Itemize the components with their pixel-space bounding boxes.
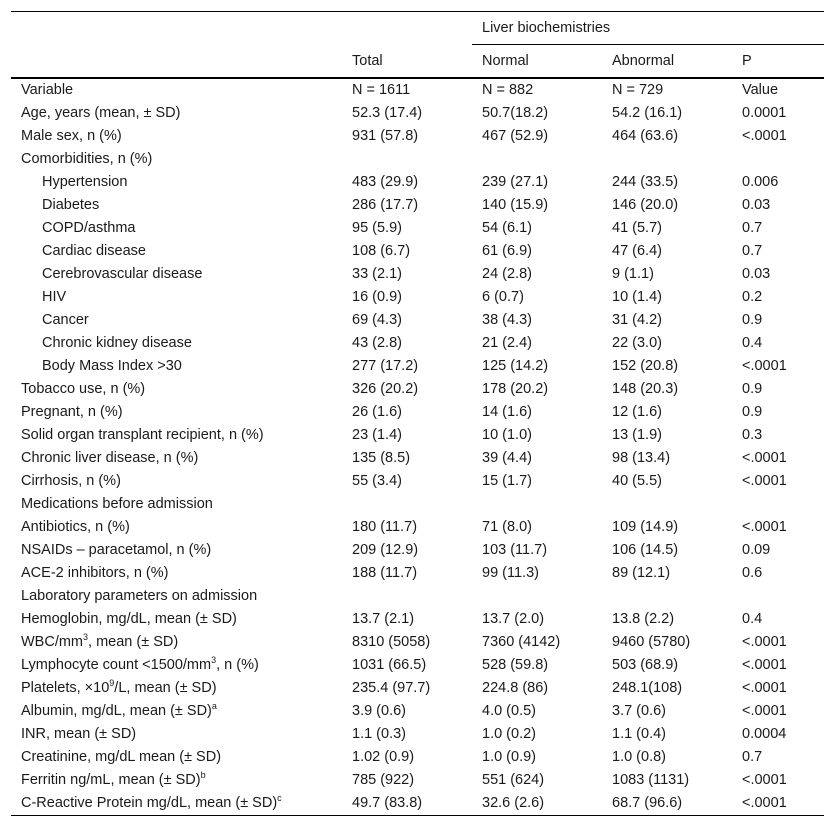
row-label — [11, 769, 342, 792]
table-row — [11, 125, 824, 148]
cell-normal: 99 (11.3) — [482, 565, 539, 581]
cell-p: 0.6 — [742, 565, 763, 581]
cell-p: <.0001 — [732, 792, 824, 816]
row-label: Body Mass Index >30 — [42, 358, 182, 374]
row-label: Cancer — [42, 312, 89, 328]
row-label: Age, years (mean, ± SD) — [21, 105, 181, 121]
table-row — [11, 447, 824, 470]
cell-total: 1031 (66.5) — [352, 657, 427, 673]
cell-p: <.0001 — [742, 358, 787, 374]
cell-abnormal: 109 (14.9) — [612, 519, 679, 535]
cell-normal: 551 (624) — [482, 772, 545, 788]
label-text: Lymphocyte count <1500/mm — [21, 657, 212, 673]
label-text: WBC/mm — [21, 634, 84, 650]
table-row — [11, 585, 824, 608]
label-superscript: a — [211, 701, 217, 711]
row-label — [11, 700, 342, 723]
table-row — [11, 700, 824, 723]
cell-normal: 50.7(18.2) — [482, 105, 549, 121]
cell-total — [342, 148, 472, 171]
cell-p: <.0001 — [742, 450, 787, 466]
row-label: Chronic kidney disease — [42, 335, 192, 351]
cell-p — [732, 148, 824, 171]
cell-p: <.0001 — [742, 703, 787, 719]
table-row — [11, 424, 824, 447]
cell-normal: 125 (14.2) — [482, 358, 549, 374]
row-label: ACE-2 inhibitors, n (%) — [21, 565, 169, 581]
cell-normal: 38 (4.3) — [482, 312, 532, 328]
cell-abnormal: 13 (1.9) — [612, 427, 662, 443]
cell-normal: 13.7 (2.0) — [482, 611, 545, 627]
cell-total: 13.7 (2.1) — [352, 611, 415, 627]
cell-total: 235.4 (97.7) — [352, 680, 431, 696]
cell-total: 931 (57.8) — [352, 128, 419, 144]
table-row — [11, 769, 824, 792]
row-label: Antibiotics, n (%) — [21, 519, 130, 535]
label-superscript: 3 — [211, 655, 217, 665]
cell-p: 0.0001 — [742, 105, 787, 121]
table-row — [11, 401, 824, 424]
cell-normal: 39 (4.4) — [482, 450, 532, 466]
cell-total: 785 (922) — [352, 772, 415, 788]
cell-normal: 103 (11.7) — [482, 542, 548, 558]
row-label: Laboratory parameters on admission — [21, 588, 258, 604]
cell-abnormal: 10 (1.4) — [612, 289, 662, 305]
table-container — [11, 11, 824, 816]
row-label: HIV — [42, 289, 67, 305]
header-group-liver-biochemistries: Liver biochemistries — [472, 12, 824, 45]
table-row — [11, 78, 824, 102]
row-label: Pregnant, n (%) — [21, 404, 123, 420]
table-row — [11, 493, 824, 516]
row-label: Diabetes — [42, 197, 100, 213]
label-text: C-Reactive Protein mg/dL, mean (± SD) — [21, 795, 278, 811]
cell-p — [732, 585, 824, 608]
cell-abnormal: 152 (20.8) — [612, 358, 679, 374]
cell-p: 0.03 — [742, 197, 771, 213]
cell-normal: 10 (1.0) — [482, 427, 532, 443]
header-row-group — [11, 12, 824, 45]
cell-total: 483 (29.9) — [352, 174, 419, 190]
cell-abnormal: 1.0 (0.8) — [612, 749, 666, 765]
cell-total: 135 (8.5) — [352, 450, 411, 466]
row-label: Medications before admission — [21, 496, 213, 512]
cell-total: 8310 (5058) — [352, 634, 431, 650]
cell-normal — [472, 585, 602, 608]
cell-p: 0.006 — [742, 174, 779, 190]
row-label — [11, 654, 342, 677]
table-row — [11, 723, 824, 746]
cell-total: 55 (3.4) — [352, 473, 402, 489]
cell-p: 0.03 — [742, 266, 771, 282]
cell-total: 1.1 (0.3) — [352, 726, 406, 742]
cell-normal: 224.8 (86) — [482, 680, 549, 696]
cell-p: 0.9 — [742, 312, 763, 328]
cell-normal: 71 (8.0) — [482, 519, 532, 535]
cell-total: 33 (2.1) — [352, 266, 402, 282]
cell-abnormal: 40 (5.5) — [612, 473, 662, 489]
row-label: Tobacco use, n (%) — [21, 381, 146, 397]
cell-p: 0.0004 — [742, 726, 787, 742]
label-text: /L, mean (± SD) — [114, 680, 217, 696]
cell-total: 108 (6.7) — [352, 243, 411, 259]
cell-p: 0.7 — [742, 749, 763, 765]
label-text: , n (%) — [216, 657, 259, 673]
row-label: Cirrhosis, n (%) — [21, 473, 121, 489]
cell-p: <.0001 — [742, 519, 787, 535]
table-row — [11, 378, 824, 401]
table-row — [11, 171, 824, 194]
cell-normal: 6 (0.7) — [482, 289, 524, 305]
table-row — [11, 792, 824, 816]
cell-abnormal: 1083 (1131) — [612, 772, 690, 788]
cell-p: <.0001 — [742, 772, 787, 788]
row-label: Solid organ transplant recipient, n (%) — [21, 427, 264, 443]
cell-abnormal: 1.1 (0.4) — [612, 726, 666, 742]
row-label: Cardiac disease — [42, 243, 146, 259]
table-row — [11, 608, 824, 631]
row-label — [11, 792, 342, 816]
cell-normal: 7360 (4142) — [482, 634, 561, 650]
liver-biochemistries-table — [11, 11, 824, 816]
cell-normal — [472, 493, 602, 516]
label-superscript: 3 — [83, 632, 89, 642]
cell-total: 286 (17.7) — [352, 197, 419, 213]
cell-normal: 528 (59.8) — [482, 657, 549, 673]
row-label: Variable — [21, 82, 74, 98]
cell-p: 0.7 — [742, 220, 763, 236]
cell-abnormal: 13.8 (2.2) — [612, 611, 675, 627]
table-row — [11, 470, 824, 493]
label-text: Platelets, ×10 — [21, 680, 110, 696]
cell-normal: 239 (27.1) — [482, 174, 549, 190]
row-label: Creatinine, mg/dL mean (± SD) — [21, 749, 222, 765]
table-row — [11, 516, 824, 539]
header-abnormal: Abnormal — [602, 45, 732, 79]
header-total: Total — [342, 45, 472, 79]
cell-abnormal: 3.7 (0.6) — [612, 703, 666, 719]
cell-p — [732, 493, 824, 516]
cell-abnormal: 244 (33.5) — [612, 174, 679, 190]
cell-normal: 140 (15.9) — [482, 197, 549, 213]
row-label: Male sex, n (%) — [21, 128, 122, 144]
cell-abnormal: 464 (63.6) — [612, 128, 679, 144]
cell-normal: 24 (2.8) — [482, 266, 532, 282]
table-row — [11, 562, 824, 585]
cell-total: 49.7 (83.8) — [342, 792, 472, 816]
cell-abnormal: 31 (4.2) — [612, 312, 662, 328]
label-text: Albumin, mg/dL, mean (± SD) — [21, 703, 212, 719]
header-normal: Normal — [472, 45, 602, 79]
table-row — [11, 240, 824, 263]
row-label: NSAIDs – paracetamol, n (%) — [21, 542, 212, 558]
cell-p: <.0001 — [742, 634, 787, 650]
cell-total: 95 (5.9) — [352, 220, 402, 236]
row-label — [11, 677, 342, 700]
header-p: P — [732, 45, 824, 79]
cell-abnormal: 41 (5.7) — [612, 220, 662, 236]
cell-normal: 15 (1.7) — [482, 473, 532, 489]
cell-abnormal: 54.2 (16.1) — [612, 105, 683, 121]
cell-abnormal: 89 (12.1) — [612, 565, 671, 581]
cell-abnormal: 9 (1.1) — [612, 266, 654, 282]
label-text: Ferritin ng/mL, mean (± SD) — [21, 772, 201, 788]
cell-p: 0.3 — [742, 427, 763, 443]
cell-total: 43 (2.8) — [352, 335, 402, 351]
cell-p: 0.9 — [742, 381, 763, 397]
cell-abnormal: 106 (14.5) — [612, 542, 679, 558]
row-label: Cerebrovascular disease — [42, 266, 203, 282]
cell-normal — [472, 148, 602, 171]
cell-p: 0.09 — [742, 542, 771, 558]
cell-p: 0.2 — [742, 289, 763, 305]
cell-total: 277 (17.2) — [352, 358, 419, 374]
cell-abnormal: N = 729 — [612, 82, 664, 98]
cell-total: 180 (11.7) — [352, 519, 418, 535]
cell-abnormal: 503 (68.9) — [612, 657, 679, 673]
cell-total: 26 (1.6) — [352, 404, 402, 420]
row-label — [11, 631, 342, 654]
table-row — [11, 539, 824, 562]
cell-total: 69 (4.3) — [352, 312, 402, 328]
cell-total: 23 (1.4) — [352, 427, 402, 443]
cell-total — [342, 493, 472, 516]
cell-abnormal: 22 (3.0) — [612, 335, 662, 351]
cell-normal: 178 (20.2) — [482, 381, 549, 397]
cell-total: 16 (0.9) — [352, 289, 402, 305]
cell-normal: N = 882 — [482, 82, 534, 98]
label-superscript: 9 — [109, 678, 115, 688]
row-label: Chronic liver disease, n (%) — [21, 450, 199, 466]
cell-abnormal: 148 (20.3) — [612, 381, 679, 397]
cell-abnormal: 47 (6.4) — [612, 243, 662, 259]
cell-p: 0.9 — [742, 404, 763, 420]
cell-total: 1.02 (0.9) — [352, 749, 415, 765]
table-row — [11, 332, 824, 355]
cell-abnormal: 12 (1.6) — [612, 404, 662, 420]
row-label: Comorbidities, n (%) — [21, 151, 153, 167]
row-label: INR, mean (± SD) — [21, 726, 137, 742]
cell-normal: 1.0 (0.9) — [482, 749, 536, 765]
cell-p: 0.4 — [742, 611, 763, 627]
label-superscript: b — [200, 770, 206, 780]
cell-abnormal: 9460 (5780) — [612, 634, 691, 650]
cell-abnormal — [602, 493, 732, 516]
table-row — [11, 746, 824, 769]
cell-normal: 61 (6.9) — [482, 243, 532, 259]
cell-normal: 21 (2.4) — [482, 335, 532, 351]
cell-normal: 54 (6.1) — [482, 220, 532, 236]
cell-p: <.0001 — [742, 473, 787, 489]
table-row — [11, 631, 824, 654]
table-row — [11, 263, 824, 286]
cell-total: 3.9 (0.6) — [352, 703, 406, 719]
table-row — [11, 102, 824, 125]
label-text: , mean (± SD) — [88, 634, 179, 650]
table-row — [11, 677, 824, 700]
cell-p: <.0001 — [742, 128, 787, 144]
cell-p: <.0001 — [742, 680, 787, 696]
cell-normal: 14 (1.6) — [482, 404, 532, 420]
cell-p: <.0001 — [742, 657, 787, 673]
header-row-columns — [11, 45, 824, 79]
cell-total: 188 (11.7) — [352, 565, 418, 581]
cell-total — [342, 585, 472, 608]
cell-p: 0.4 — [742, 335, 763, 351]
cell-normal: 467 (52.9) — [482, 128, 549, 144]
row-label: Hemoglobin, mg/dL, mean (± SD) — [21, 611, 237, 627]
table-row — [11, 148, 824, 171]
cell-p: 0.7 — [742, 243, 763, 259]
cell-total: 209 (12.9) — [352, 542, 419, 558]
cell-abnormal — [602, 585, 732, 608]
table-row — [11, 194, 824, 217]
row-label: COPD/asthma — [42, 220, 136, 236]
cell-abnormal: 98 (13.4) — [612, 450, 671, 466]
row-label: Hypertension — [42, 174, 128, 190]
cell-normal: 1.0 (0.2) — [482, 726, 536, 742]
cell-p: Value — [742, 82, 779, 98]
cell-total: N = 1611 — [352, 82, 411, 98]
cell-normal: 32.6 (2.6) — [472, 792, 602, 816]
table-row — [11, 217, 824, 240]
table-row — [11, 654, 824, 677]
cell-abnormal: 248.1(108) — [612, 680, 683, 696]
cell-normal: 4.0 (0.5) — [482, 703, 536, 719]
table-row — [11, 286, 824, 309]
table-row — [11, 309, 824, 332]
cell-total: 326 (20.2) — [352, 381, 419, 397]
label-superscript: c — [277, 793, 282, 803]
cell-abnormal: 146 (20.0) — [612, 197, 679, 213]
cell-abnormal — [602, 148, 732, 171]
table-row — [11, 355, 824, 378]
cell-total: 52.3 (17.4) — [352, 105, 423, 121]
cell-abnormal: 68.7 (96.6) — [602, 792, 732, 816]
